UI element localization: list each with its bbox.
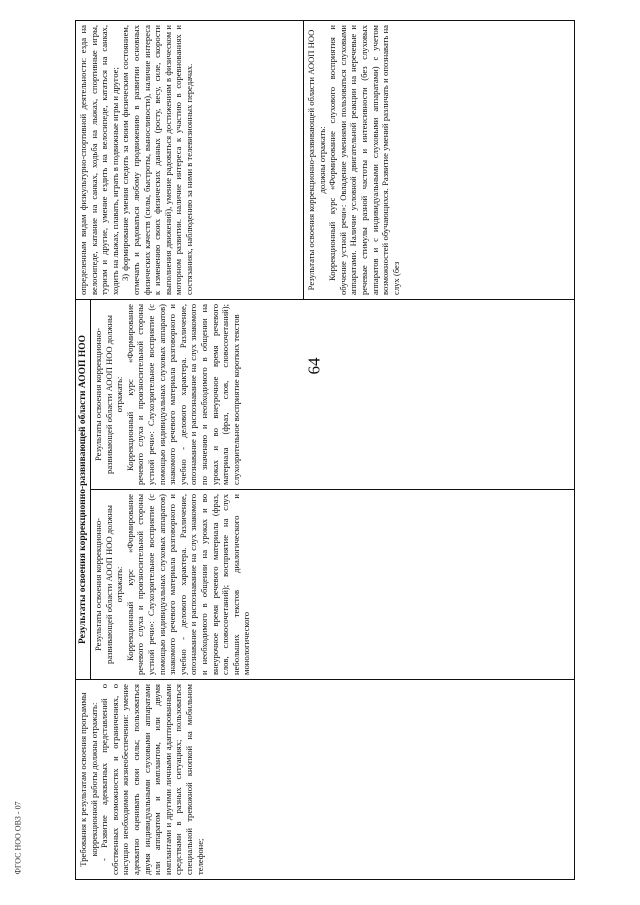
col-1-title: Требования к результатам освоения программы коррекционной работы должны отражать: [78, 692, 99, 867]
col-4-top-text: определенным видам физкультурно-спортивной деятельности: езда на велосипеде, катание на санках, ходьба на лыжах, спортивные игры, туризм и другие, умение ездить на велосипеде, кататься на санках, ходить на лыжах, плавать, играть в подвижные игры и другое; [78, 25, 120, 295]
col-2-text: Коррекционный курс «Формирование речевого слуха и произносительной стороны устной речи»: Слухозрительное восприятие (с помощью индивидуальных слуховых аппаратов) знакомого речевого материала разговорного и учебно - делового характера. Различение, опознавание и распознавание на слух знакомого и необходимого в общении на уроках и во внеурочное время речевого материала (фраз, слов, словосочетаний); восприятие на слух небольших текстов диалогического и монологического [124, 494, 252, 675]
col-4-mid-text: 3) формирование умения следить за своим физическим состоянием, отмечать и радоваться любому продвижению в развитии основных физических качеств (силы, быстроты, выносливости), наличие интереса к изменению своих физических данных (росту, весу, силе, скорости выполнения движений), умение радоваться достижениям в физическом и моторном развитии. наличие интереса к участию в соревнованиях и состязаниях, наблюдению за ними в телевизионных передачах. [120, 25, 194, 295]
col-3-title: Результаты освоения коррекционно-развивающей области АООП НОО должны отражать: [93, 315, 125, 474]
col-4-top [76, 21, 304, 299]
footer [0, 750, 36, 900]
col-2-title: Результаты освоения коррекционно-развивающей области АООП НОО должны отражать: [93, 505, 125, 664]
col-4-text: Коррекционный курс «Формирование слухового восприятия и обучение устной речи»: Овладение умениями пользоваться слуховыми аппаратами. Наличие условной двигательной реакции на неречевые и речевые стимулы разной частоты и интенсивности (без слуховых аппаратов и с индивидуальными слуховыми аппаратами) с учетом возможностей обучающихся. Развитие умений различать и опознавать на слух (без [327, 25, 401, 295]
col-1-requirements [76, 679, 574, 879]
footer-code: ФГОС НОО ОВЗ - 07 [13, 801, 23, 875]
col-4-title: Результаты освоения коррекционно-развивающей области АООП НОО должны отражать: [306, 29, 327, 291]
col-3-results [91, 300, 574, 489]
col-4-bottom [304, 21, 574, 299]
middle-block [76, 299, 574, 679]
rotated-table-wrapper [75, 20, 575, 880]
page-number: 64 [304, 357, 324, 375]
standards-table [75, 20, 575, 880]
right-block [76, 21, 574, 299]
section-header: Результаты освоения коррекционно-развивающей области АООП НОО [76, 300, 91, 679]
col-2-results [91, 489, 574, 679]
col-1-text: - Развитие адекватных представлений о собственных возможностях и ограничениях, о насущно необходимом жизнеобеспечении: умение адекватно оценивать свои силы; пользоваться двумя индивидуальными слуховыми аппаратами или аппаратом и имплантом, или двумя имплантами и другими личными адаптированными средствами в разных ситуациях; пользоваться специальной тревожной кнопкой на мобильном телефоне; [99, 684, 205, 875]
col-3-text: Коррекционный курс «Формирование речевого слуха и произносительной стороны устной речи»: Слухозрительное восприятие (с помощью индивидуальных слуховых аппаратов) знакомого речевого материала разговорного и учебно - делового характера. Различение, опознавание и распознавание на слух знакомого по значению и необходимого в общении на уроках и во внеурочное время речевого материала (фраз, слов, словосочетаний); слухозрительное восприятие коротких текстов [124, 304, 241, 485]
